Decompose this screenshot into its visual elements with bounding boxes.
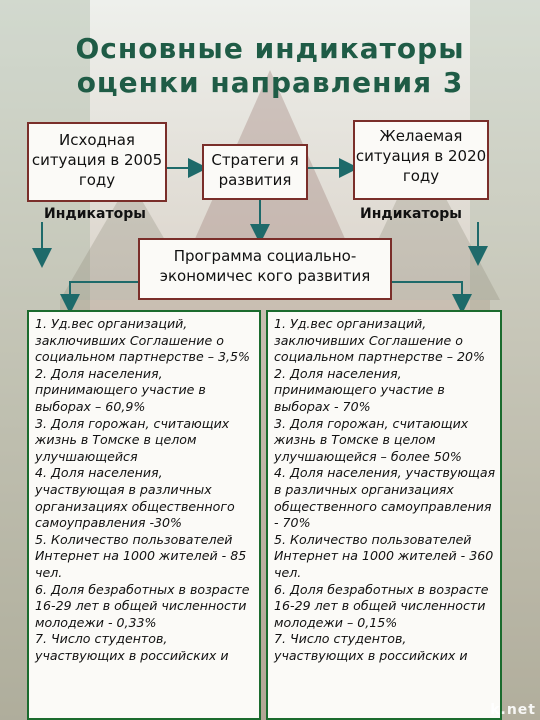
target-situation-box [353, 120, 489, 200]
list-item: 6. Доля безработных в возрасте 16-29 лет в общей численности молодежи – 0,15% [274, 581, 489, 630]
start-situation-box [27, 122, 167, 202]
list-item: 2. Доля населения, принимающего участие в выборах – 60,9% [35, 365, 206, 414]
start-situation-label: Исходная ситуация в 2005 году [31, 131, 163, 189]
page-title: Основные индикаторы оценки направления 3 [75, 32, 465, 99]
list-item: 4. Доля населения, участвующая в различных организациях общественного самоуправления -30% [35, 465, 235, 531]
list-item: 6. Доля безработных в возрасте 16-29 лет в общей численности молодежи - 0,33% [35, 581, 250, 630]
indicators-2020-panel [266, 310, 502, 720]
program-box [138, 238, 392, 300]
indicators-left-label: Индикаторы [44, 206, 146, 222]
indicators-right-label: Индикаторы [360, 206, 462, 222]
list-item: 3. Доля горожан, считающих жизнь в Томске в целом улучшающейся – более 50% [274, 415, 469, 464]
list-item: 3. Доля горожан, считающих жизнь в Томске в целом улучшающейся [35, 415, 230, 464]
list-item: 5. Количество пользователей Интернет на 1000 жителей - 85 чел. [35, 531, 247, 580]
target-situation-label: Желаемая ситуация в 2020 году [355, 127, 487, 185]
list-item: 7. Число студентов, участвующих в российских и [274, 631, 468, 663]
list-item: 5. Количество пользователей Интернет на 1000 жителей - 360 чел. [274, 531, 494, 580]
program-label: Программа социально-экономичес кого развития [159, 247, 371, 285]
list-item: 7. Число студентов, участвующих в российских и [35, 631, 229, 663]
strategy-box [202, 144, 308, 200]
list-item: 1. Уд.вес организаций, заключивших Соглашение о социальном партнерстве – 20% [274, 316, 486, 365]
list-item: 2. Доля населения, принимающего участие в выборах - 70% [274, 365, 445, 414]
watermark: k.net [490, 702, 536, 718]
list-item: 1. Уд.вес организаций, заключивших Соглашение о социальном партнерстве – 3,5% [35, 316, 251, 365]
arrow-program-to-right-panel [392, 282, 462, 304]
arrow-program-to-left-panel [70, 282, 138, 304]
indicators-2005-panel [27, 310, 261, 720]
list-item: 4. Доля населения, участвующая в различных организациях общественного самоуправления - 70% [274, 465, 496, 531]
strategy-label: Стратеги я развития [211, 151, 299, 189]
